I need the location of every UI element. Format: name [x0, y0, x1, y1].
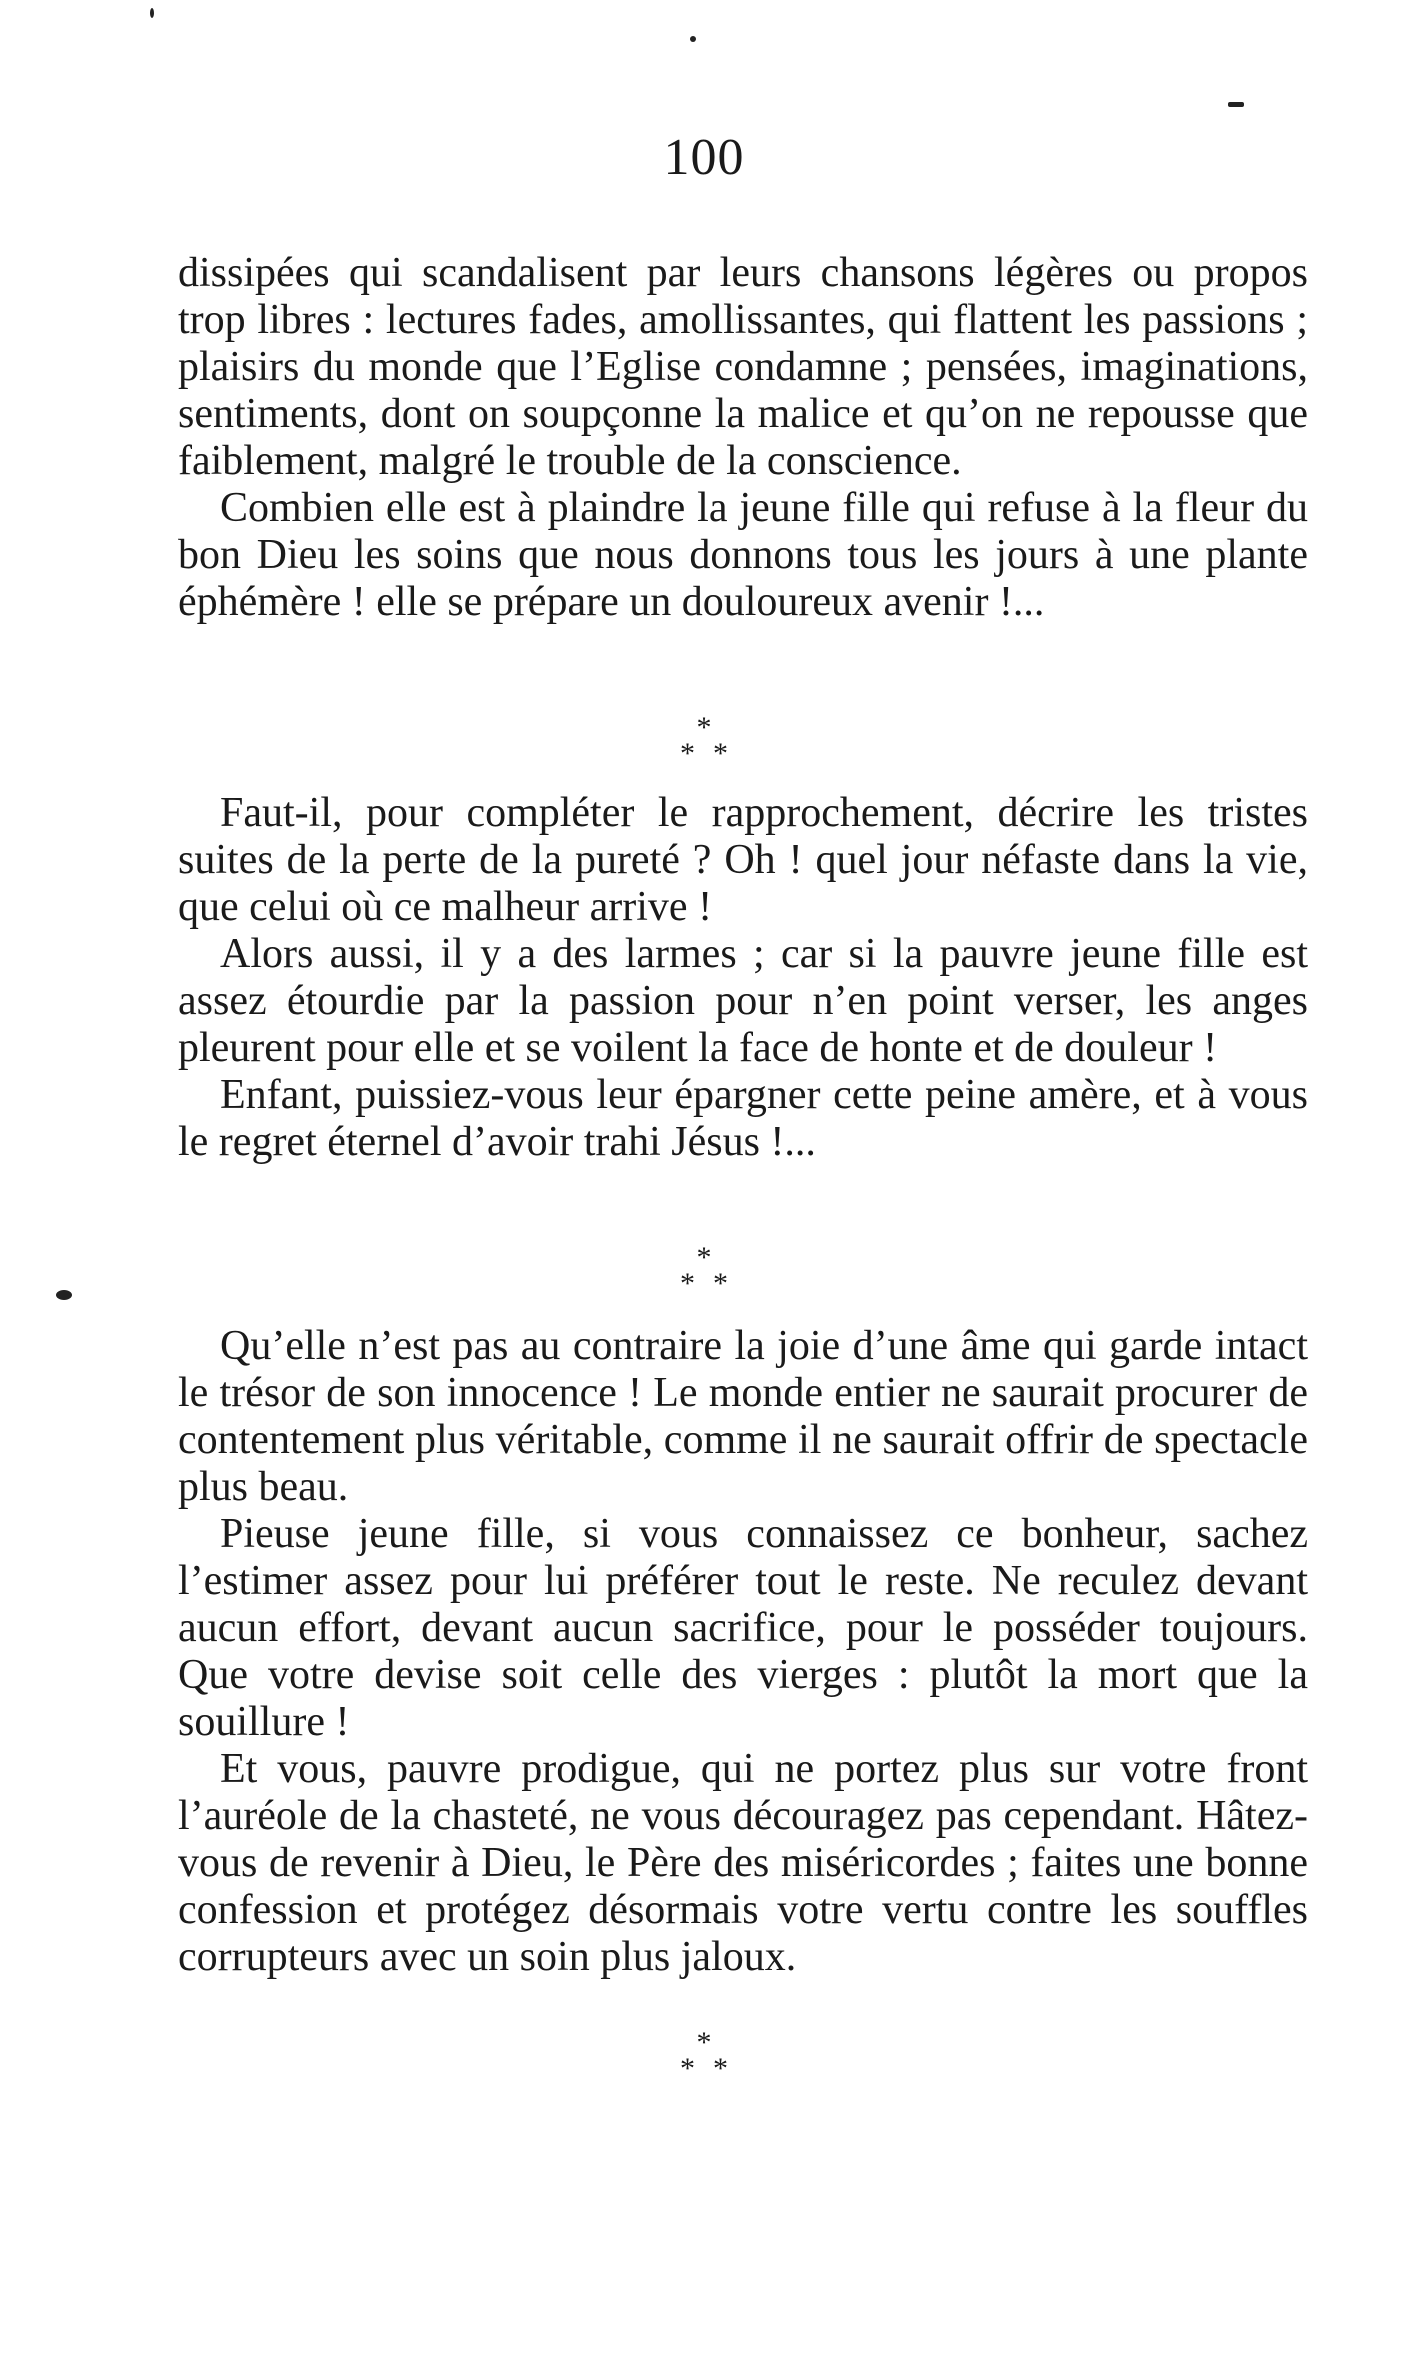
asterism-divider: * ** — [680, 2026, 746, 2085]
print-speck — [150, 8, 154, 18]
paragraph: Faut-il, pour compléter le rapprochement, décrire les tristes suites de la perte de la pureté ? Oh ! quel jour néfaste dans la vie, que celui où ce malheur arrive ! — [178, 790, 1308, 930]
text-section-3 — [178, 1323, 1308, 1981]
text-section-1 — [178, 250, 1308, 626]
asterism-divider: * ** — [680, 711, 746, 770]
paragraph: Pieuse jeune fille, si vous connaissez ce bonheur, sachez l’estimer assez pour lui préférer tout le reste. Ne reculez devant aucun effort, devant aucun sacrifice, pour le posséder toujours. Que votre devise soit celle des vierges : plutôt la mort que la souillure ! — [178, 1511, 1308, 1745]
paragraph: Enfant, puissiez-vous leur épargner cette peine amère, et à vous le regret éternel d’avoir trahi Jésus !... — [178, 1072, 1308, 1165]
print-speck — [1228, 102, 1244, 107]
print-speck — [690, 36, 696, 42]
paragraph: dissipées qui scandalisent par leurs chansons légères ou propos trop libres : lectures fades, amollissantes, qui flattent les passions ; plaisirs du monde que l’Eglise condamne ; pensées, imaginations, sentiments, dont on soupçonne la malice et qu’on ne repousse que faiblement, malgré le trouble de la conscience. — [178, 250, 1308, 484]
paragraph: Et vous, pauvre prodigue, qui ne portez plus sur votre front l’auréole de la chasteté, ne vous découragez pas cependant. Hâtez-vous de revenir à Dieu, le Père des miséricordes ; faites une bonne confession et protégez désormais votre vertu contre les souffles corrupteurs avec un soin plus jaloux. — [178, 1746, 1308, 1980]
text-section-2 — [178, 790, 1308, 1166]
paragraph: Qu’elle n’est pas au contraire la joie d’une âme qui garde intact le trésor de son innocence ! Le monde entier ne saurait procurer de contentement plus véritable, comme il ne saurait offrir de spectacle plus beau. — [178, 1323, 1308, 1510]
asterism-divider: * ** — [680, 1241, 746, 1300]
paragraph: Alors aussi, il y a des larmes ; car si la pauvre jeune fille est assez étourdie par la passion pour n’en point verser, les anges pleurent pour elle et se voilent la face de honte et de douleur ! — [178, 931, 1308, 1071]
paragraph: Combien elle est à plaindre la jeune fille qui refuse à la fleur du bon Dieu les soins que nous donnons tous les jours à une plante éphémère ! elle se prépare un douloureux avenir !... — [178, 485, 1308, 625]
page-number: 100 — [663, 129, 745, 186]
